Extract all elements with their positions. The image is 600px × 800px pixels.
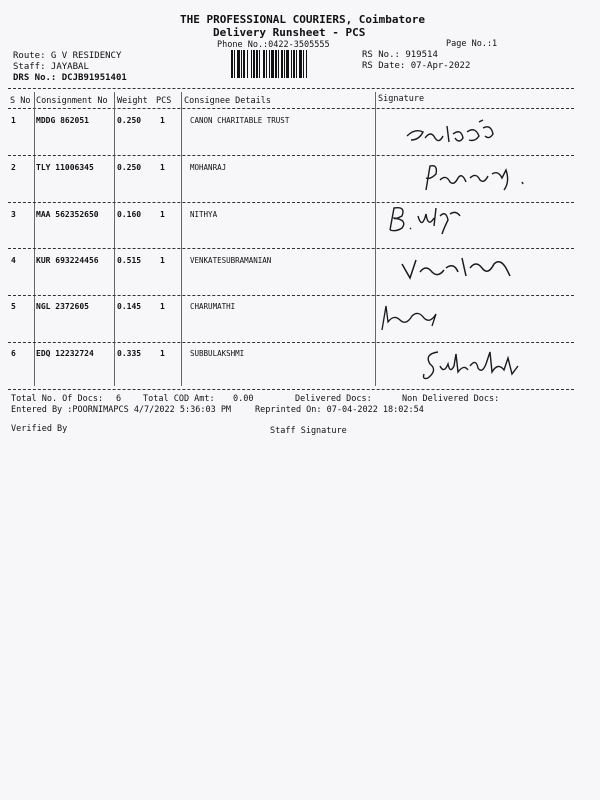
entered-by: Entered By :POORNIMAPCS 4/7/2022 5:36:03 PM	[11, 405, 232, 415]
row-consignee: SUBBULAKSHMI	[190, 349, 245, 358]
row-divider	[8, 202, 574, 203]
barcode	[231, 50, 359, 78]
row-divider	[8, 248, 574, 249]
table-header-rule	[8, 108, 574, 109]
signature-image	[420, 344, 524, 384]
row-weight: 0.160	[117, 210, 142, 219]
col-weight: Weight	[117, 96, 148, 106]
staff: Staff: JAYABAL	[13, 62, 89, 72]
document-title: Delivery Runsheet - PCS	[213, 26, 366, 39]
col-sno: S No	[10, 96, 31, 106]
rs-date: RS Date: 07-Apr-2022	[362, 61, 471, 71]
delivered-docs-label: Delivered Docs:	[295, 394, 372, 404]
staff-signature-label: Staff Signature	[270, 426, 347, 436]
row-weight: 0.145	[117, 302, 142, 311]
page-number: Page No.:1	[446, 39, 498, 49]
row-pcs: 1	[160, 256, 165, 265]
row-consignee: CANON CHARITABLE TRUST	[190, 116, 290, 125]
row-sno: 1	[11, 116, 16, 125]
row-consignment: NGL 2372605	[36, 302, 89, 311]
row-divider	[8, 155, 574, 156]
cod-label: Total COD Amt:	[143, 394, 215, 404]
table-bottom-rule	[8, 389, 574, 390]
verified-by: Verified By	[11, 424, 68, 434]
row-divider	[8, 295, 574, 296]
row-pcs: 1	[160, 116, 165, 125]
row-pcs: 1	[160, 210, 165, 219]
col-signature: Signature	[378, 94, 425, 104]
col-consignment: Consignment No	[36, 96, 108, 106]
signature-image	[422, 160, 532, 196]
row-consignment: MAA 562352650	[36, 210, 99, 219]
col-pcs: PCS	[156, 96, 172, 106]
row-divider	[8, 342, 574, 343]
row-consignment: TLY 11006345	[36, 163, 94, 172]
drs-number: DRS No.: DCJB91951401	[13, 73, 127, 83]
row-pcs: 1	[160, 302, 165, 311]
total-docs-value: 6	[116, 394, 122, 404]
row-consignee: MOHANRAJ	[190, 163, 227, 172]
phone-number: Phone No.:0422-3505555	[217, 40, 330, 50]
row-consignment: KUR 693224456	[36, 256, 99, 265]
signature-image	[384, 200, 474, 236]
row-sno: 2	[11, 163, 16, 172]
barcode-bar	[307, 50, 309, 78]
non-delivered-docs-label: Non Delivered Docs:	[402, 394, 500, 404]
route: Route: G V RESIDENCY	[13, 51, 122, 61]
row-pcs: 1	[160, 349, 165, 358]
row-weight: 0.250	[117, 116, 142, 125]
row-sno: 6	[11, 349, 16, 358]
row-weight: 0.335	[117, 349, 142, 358]
row-consignment: EDQ 12232724	[36, 349, 94, 358]
company-name: THE PROFESSIONAL COURIERS, Coimbatore	[180, 13, 426, 26]
signature-image	[405, 118, 505, 150]
row-consignee: VENKATESUBRAMANIAN	[190, 256, 272, 265]
reprinted-on: Reprinted On: 07-04-2022 18:02:54	[255, 405, 424, 415]
row-consignee: NITHYA	[190, 210, 218, 219]
signature-image	[378, 300, 444, 332]
row-consignment: MDDG 862051	[36, 116, 89, 125]
row-sno: 4	[11, 256, 16, 265]
rs-number: RS No.: 919514	[362, 50, 438, 60]
cod-value: 0.00	[233, 394, 254, 404]
row-consignee: CHARUMATHI	[190, 302, 236, 311]
row-sno: 5	[11, 302, 16, 311]
row-sno: 3	[11, 210, 16, 219]
row-weight: 0.250	[117, 163, 142, 172]
total-docs-label: Total No. Of Docs:	[11, 394, 104, 404]
signature-image	[400, 250, 520, 282]
row-weight: 0.515	[117, 256, 142, 265]
row-pcs: 1	[160, 163, 165, 172]
col-consignee: Consignee Details	[184, 96, 271, 106]
table-top-rule	[8, 88, 574, 89]
